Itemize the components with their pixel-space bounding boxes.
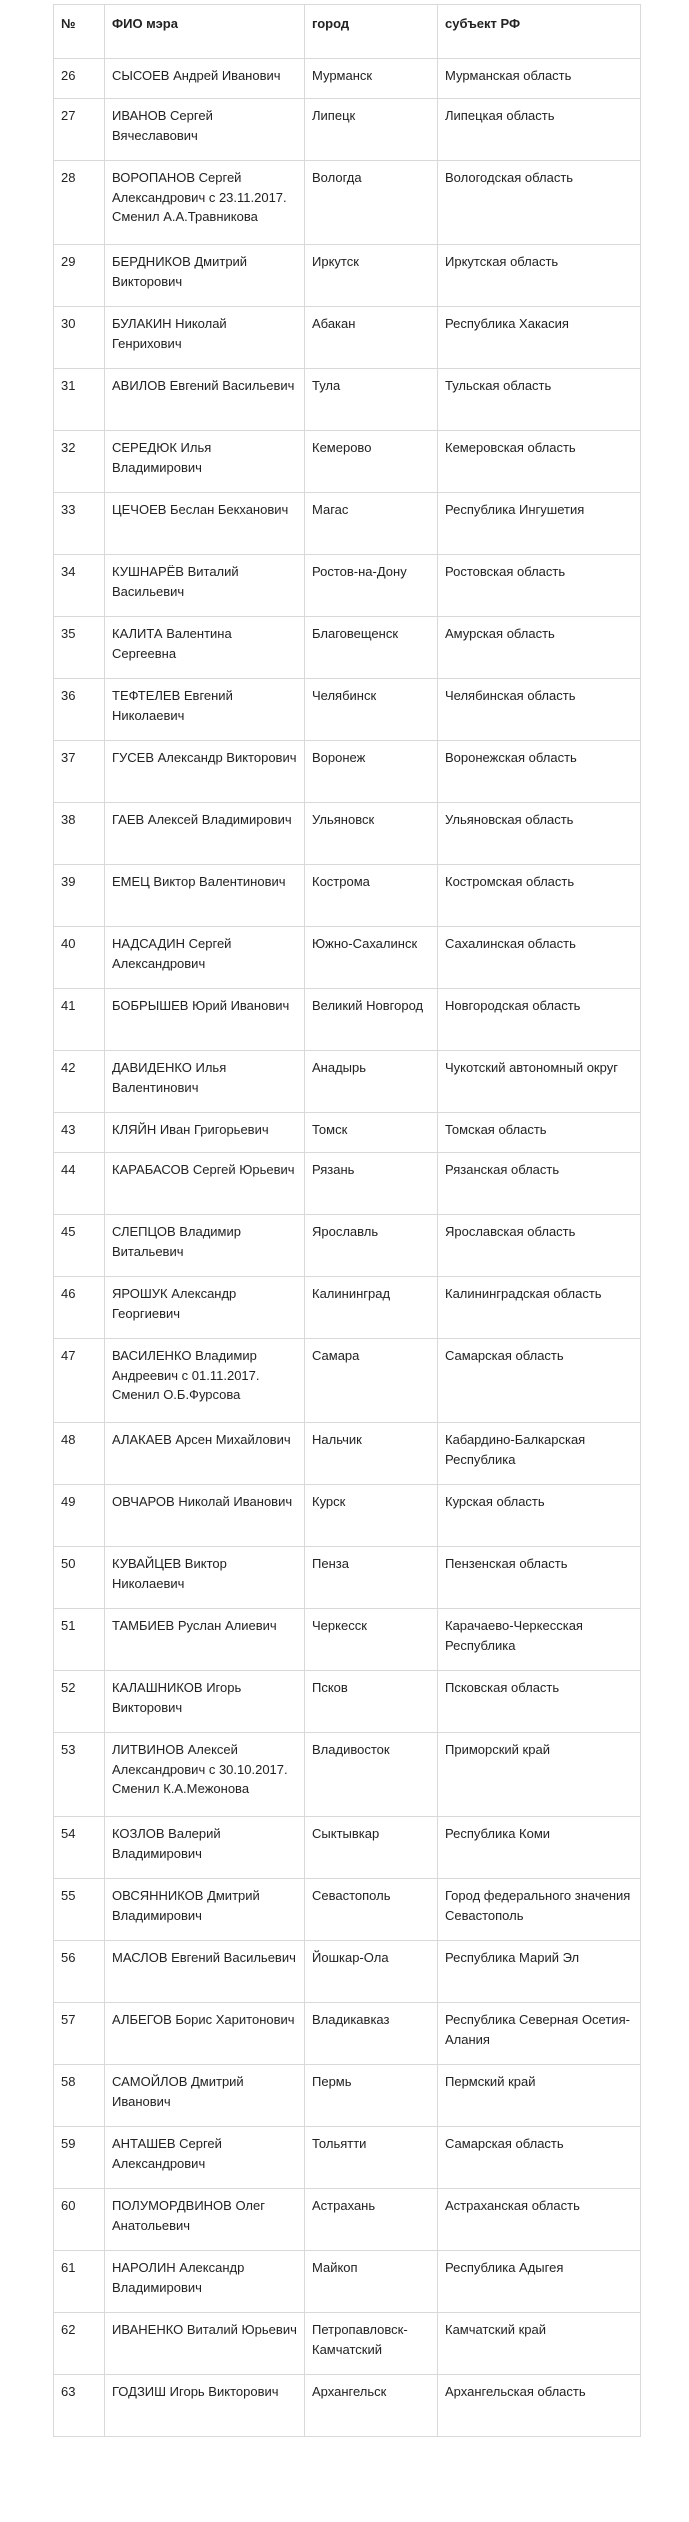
cell-number: 31 [54, 369, 105, 431]
table-row [54, 1879, 641, 1941]
cell-city: Иркутск [305, 245, 438, 307]
cell-city: Кострома [305, 865, 438, 927]
table-row [54, 431, 641, 493]
table-row [54, 2065, 641, 2127]
cell-mayor-name: КАРАБАСОВ Сергей Юрьевич [105, 1153, 305, 1215]
cell-region: Ульяновская область [438, 803, 641, 865]
table-row [54, 1485, 641, 1547]
cell-city: Петропавловск-Камчатский [305, 2313, 438, 2375]
cell-mayor-name: ГУСЕВ Александр Викторович [105, 741, 305, 803]
cell-city: Абакан [305, 307, 438, 369]
cell-mayor-name: ОВЧАРОВ Николай Иванович [105, 1485, 305, 1547]
cell-mayor-name: БУЛАКИН Николай Генрихович [105, 307, 305, 369]
cell-region: Томская область [438, 1113, 641, 1153]
table-row [54, 2127, 641, 2189]
cell-region: Челябинская область [438, 679, 641, 741]
column-header-number: № [54, 5, 105, 59]
cell-number: 51 [54, 1609, 105, 1671]
cell-region: Республика Хакасия [438, 307, 641, 369]
cell-mayor-name: АНТАШЕВ Сергей Александрович [105, 2127, 305, 2189]
cell-number: 60 [54, 2189, 105, 2251]
cell-city: Ярославль [305, 1215, 438, 1277]
cell-mayor-name: КУШНАРЁВ Виталий Васильевич [105, 555, 305, 617]
table-row [54, 1215, 641, 1277]
table-row [54, 865, 641, 927]
cell-city: Тольятти [305, 2127, 438, 2189]
cell-region: Сахалинская область [438, 927, 641, 989]
cell-number: 57 [54, 2003, 105, 2065]
cell-city: Псков [305, 1671, 438, 1733]
cell-mayor-name: СЫСОЕВ Андрей Иванович [105, 59, 305, 99]
table-row [54, 2251, 641, 2313]
cell-number: 50 [54, 1547, 105, 1609]
table-row [54, 1113, 641, 1153]
cell-city: Челябинск [305, 679, 438, 741]
cell-region: Калининградская область [438, 1277, 641, 1339]
table-row [54, 493, 641, 555]
table-row [54, 1941, 641, 2003]
cell-number: 46 [54, 1277, 105, 1339]
cell-number: 43 [54, 1113, 105, 1153]
cell-number: 30 [54, 307, 105, 369]
table-row [54, 927, 641, 989]
cell-number: 53 [54, 1733, 105, 1817]
cell-region: Мурманская область [438, 59, 641, 99]
cell-region: Пензенская область [438, 1547, 641, 1609]
cell-number: 36 [54, 679, 105, 741]
mayors-table-wrapper [53, 4, 640, 2437]
cell-mayor-name: ДАВИДЕНКО Илья Валентинович [105, 1051, 305, 1113]
cell-number: 29 [54, 245, 105, 307]
cell-mayor-name: ИВАНОВ Сергей Вячеславович [105, 99, 305, 161]
cell-city: Севастополь [305, 1879, 438, 1941]
cell-city: Томск [305, 1113, 438, 1153]
cell-number: 42 [54, 1051, 105, 1113]
table-row [54, 1547, 641, 1609]
table-row [54, 1051, 641, 1113]
cell-mayor-name: АЛАКАЕВ Арсен Михайлович [105, 1423, 305, 1485]
cell-region: Костромская область [438, 865, 641, 927]
cell-mayor-name: ГОДЗИШ Игорь Викторович [105, 2375, 305, 2437]
cell-number: 44 [54, 1153, 105, 1215]
cell-region: Ярославская область [438, 1215, 641, 1277]
cell-city: Ульяновск [305, 803, 438, 865]
column-header-city: город [305, 5, 438, 59]
cell-region: Рязанская область [438, 1153, 641, 1215]
cell-city: Архангельск [305, 2375, 438, 2437]
cell-city: Липецк [305, 99, 438, 161]
cell-mayor-name: ВОРОПАНОВ Сергей Александрович с 23.11.2017. Сменил А.А.Травникова [105, 161, 305, 245]
cell-number: 56 [54, 1941, 105, 2003]
cell-city: Астрахань [305, 2189, 438, 2251]
table-row [54, 307, 641, 369]
cell-city: Благовещенск [305, 617, 438, 679]
cell-mayor-name: ЕМЕЦ Виктор Валентинович [105, 865, 305, 927]
table-row [54, 989, 641, 1051]
cell-mayor-name: КОЗЛОВ Валерий Владимирович [105, 1817, 305, 1879]
cell-mayor-name: ОВСЯННИКОВ Дмитрий Владимирович [105, 1879, 305, 1941]
cell-number: 62 [54, 2313, 105, 2375]
table-row [54, 2189, 641, 2251]
table-row [54, 1277, 641, 1339]
table-row [54, 245, 641, 307]
table-header [54, 5, 641, 59]
cell-mayor-name: КАЛАШНИКОВ Игорь Викторович [105, 1671, 305, 1733]
cell-region: Кемеровская область [438, 431, 641, 493]
cell-city: Курск [305, 1485, 438, 1547]
cell-city: Владикавказ [305, 2003, 438, 2065]
cell-mayor-name: КАЛИТА Валентина Сергеевна [105, 617, 305, 679]
column-header-region: субъект РФ [438, 5, 641, 59]
cell-city: Пенза [305, 1547, 438, 1609]
cell-mayor-name: ЦЕЧОЕВ Беслан Бекханович [105, 493, 305, 555]
table-row [54, 2003, 641, 2065]
cell-city: Самара [305, 1339, 438, 1423]
cell-number: 39 [54, 865, 105, 927]
cell-region: Кабардино-Балкарская Республика [438, 1423, 641, 1485]
cell-region: Карачаево-Черкесская Республика [438, 1609, 641, 1671]
cell-region: Пермский край [438, 2065, 641, 2127]
cell-mayor-name: ЛИТВИНОВ Алексей Александрович с 30.10.2017. Сменил К.А.Межонова [105, 1733, 305, 1817]
cell-mayor-name: СЕРЕДЮК Илья Владимирович [105, 431, 305, 493]
table-row [54, 2375, 641, 2437]
cell-mayor-name: МАСЛОВ Евгений Васильевич [105, 1941, 305, 2003]
cell-city: Вологда [305, 161, 438, 245]
cell-region: Астраханская область [438, 2189, 641, 2251]
cell-region: Республика Марий Эл [438, 1941, 641, 2003]
cell-city: Мурманск [305, 59, 438, 99]
cell-region: Чукотский автономный округ [438, 1051, 641, 1113]
cell-number: 59 [54, 2127, 105, 2189]
table-row [54, 555, 641, 617]
cell-mayor-name: САМОЙЛОВ Дмитрий Иванович [105, 2065, 305, 2127]
cell-number: 63 [54, 2375, 105, 2437]
cell-city: Ростов-на-Дону [305, 555, 438, 617]
cell-region: Тульская область [438, 369, 641, 431]
cell-number: 61 [54, 2251, 105, 2313]
cell-number: 41 [54, 989, 105, 1051]
cell-mayor-name: ИВАНЕНКО Виталий Юрьевич [105, 2313, 305, 2375]
cell-city: Пермь [305, 2065, 438, 2127]
cell-region: Республика Ингушетия [438, 493, 641, 555]
cell-mayor-name: ТАМБИЕВ Руслан Алиевич [105, 1609, 305, 1671]
cell-city: Великий Новгород [305, 989, 438, 1051]
table-row [54, 1609, 641, 1671]
cell-city: Воронеж [305, 741, 438, 803]
cell-mayor-name: БЕРДНИКОВ Дмитрий Викторович [105, 245, 305, 307]
cell-city: Калининград [305, 1277, 438, 1339]
cell-number: 58 [54, 2065, 105, 2127]
cell-number: 55 [54, 1879, 105, 1941]
cell-mayor-name: КЛЯЙН Иван Григорьевич [105, 1113, 305, 1153]
cell-mayor-name: ВАСИЛЕНКО Владимир Андреевич с 01.11.2017. Сменил О.Б.Фурсова [105, 1339, 305, 1423]
table-row [54, 617, 641, 679]
cell-number: 26 [54, 59, 105, 99]
cell-region: Иркутская область [438, 245, 641, 307]
cell-mayor-name: АВИЛОВ Евгений Васильевич [105, 369, 305, 431]
table-row [54, 59, 641, 99]
table-body [54, 59, 641, 2437]
cell-region: Республика Северная Осетия-Алания [438, 2003, 641, 2065]
cell-mayor-name: КУВАЙЦЕВ Виктор Николаевич [105, 1547, 305, 1609]
table-row [54, 99, 641, 161]
cell-city: Анадырь [305, 1051, 438, 1113]
cell-region: Липецкая область [438, 99, 641, 161]
cell-number: 32 [54, 431, 105, 493]
cell-number: 27 [54, 99, 105, 161]
table-row [54, 1153, 641, 1215]
table-row [54, 1671, 641, 1733]
cell-region: Республика Адыгея [438, 2251, 641, 2313]
table-row [54, 741, 641, 803]
cell-number: 52 [54, 1671, 105, 1733]
cell-city: Майкоп [305, 2251, 438, 2313]
cell-mayor-name: ПОЛУМОРДВИНОВ Олег Анатольевич [105, 2189, 305, 2251]
cell-number: 33 [54, 493, 105, 555]
table-row [54, 2313, 641, 2375]
cell-number: 37 [54, 741, 105, 803]
cell-number: 34 [54, 555, 105, 617]
cell-city: Южно-Сахалинск [305, 927, 438, 989]
cell-number: 28 [54, 161, 105, 245]
cell-number: 40 [54, 927, 105, 989]
cell-number: 48 [54, 1423, 105, 1485]
cell-number: 54 [54, 1817, 105, 1879]
cell-region: Город федерального значения Севастополь [438, 1879, 641, 1941]
mayors-table [53, 4, 641, 2437]
cell-city: Кемерово [305, 431, 438, 493]
cell-mayor-name: АЛБЕГОВ Борис Харитонович [105, 2003, 305, 2065]
cell-city: Нальчик [305, 1423, 438, 1485]
table-row [54, 161, 641, 245]
cell-number: 47 [54, 1339, 105, 1423]
cell-mayor-name: ГАЕВ Алексей Владимирович [105, 803, 305, 865]
cell-mayor-name: ТЕФТЕЛЕВ Евгений Николаевич [105, 679, 305, 741]
cell-region: Псковская область [438, 1671, 641, 1733]
cell-city: Владивосток [305, 1733, 438, 1817]
cell-mayor-name: НАДСАДИН Сергей Александрович [105, 927, 305, 989]
cell-region: Вологодская область [438, 161, 641, 245]
table-row [54, 369, 641, 431]
cell-mayor-name: БОБРЫШЕВ Юрий Иванович [105, 989, 305, 1051]
cell-region: Курская область [438, 1485, 641, 1547]
table-row [54, 679, 641, 741]
cell-region: Архангельская область [438, 2375, 641, 2437]
cell-mayor-name: СЛЕПЦОВ Владимир Витальевич [105, 1215, 305, 1277]
cell-region: Республика Коми [438, 1817, 641, 1879]
header-row [54, 5, 641, 59]
cell-number: 38 [54, 803, 105, 865]
table-row [54, 803, 641, 865]
table-row [54, 1339, 641, 1423]
cell-number: 35 [54, 617, 105, 679]
cell-region: Самарская область [438, 2127, 641, 2189]
table-row [54, 1817, 641, 1879]
column-header-mayor-name: ФИО мэра [105, 5, 305, 59]
cell-city: Тула [305, 369, 438, 431]
cell-number: 45 [54, 1215, 105, 1277]
table-row [54, 1733, 641, 1817]
cell-region: Амурская область [438, 617, 641, 679]
table-row [54, 1423, 641, 1485]
cell-number: 49 [54, 1485, 105, 1547]
cell-region: Самарская область [438, 1339, 641, 1423]
cell-city: Магас [305, 493, 438, 555]
cell-city: Черкесск [305, 1609, 438, 1671]
cell-mayor-name: НАРОЛИН Александр Владимирович [105, 2251, 305, 2313]
cell-region: Камчатский край [438, 2313, 641, 2375]
cell-region: Ростовская область [438, 555, 641, 617]
cell-city: Рязань [305, 1153, 438, 1215]
cell-city: Йошкар-Ола [305, 1941, 438, 2003]
cell-mayor-name: ЯРОШУК Александр Георгиевич [105, 1277, 305, 1339]
cell-region: Воронежская область [438, 741, 641, 803]
cell-city: Сыктывкар [305, 1817, 438, 1879]
cell-region: Приморский край [438, 1733, 641, 1817]
cell-region: Новгородская область [438, 989, 641, 1051]
